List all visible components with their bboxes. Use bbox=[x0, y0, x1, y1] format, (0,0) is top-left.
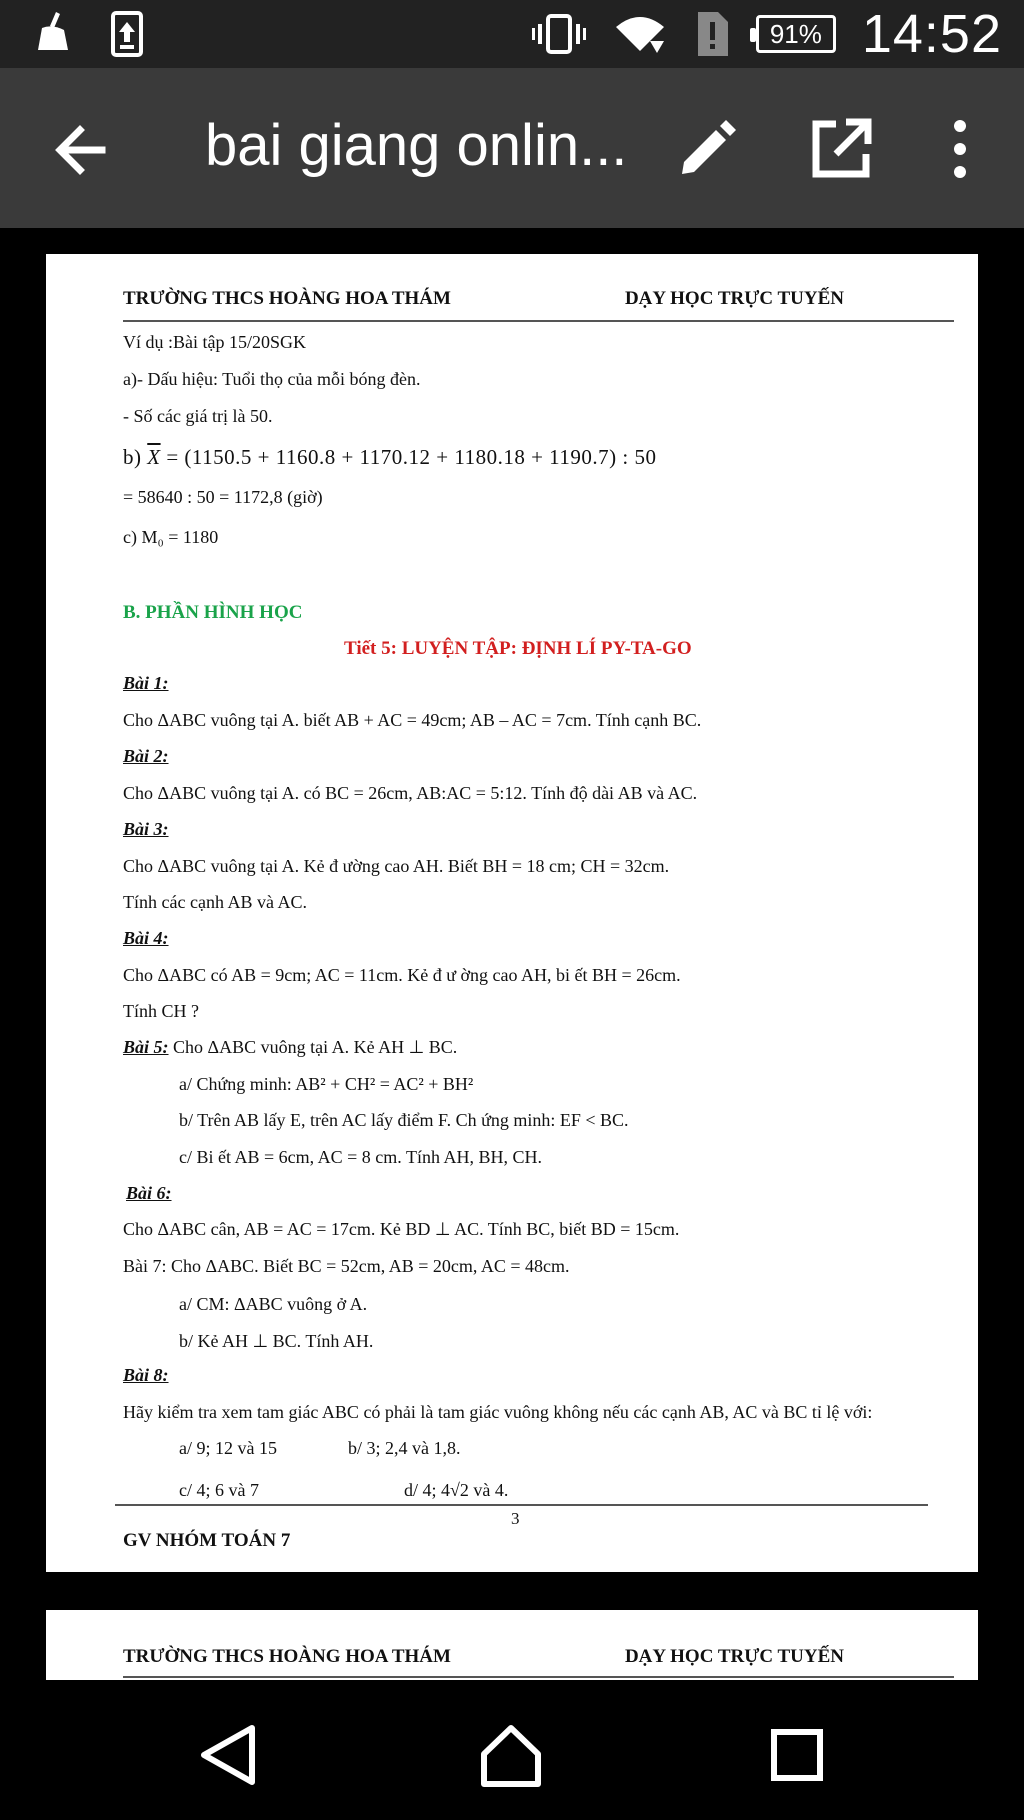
exercise-title: Bài 4: bbox=[123, 928, 169, 948]
page-header bbox=[123, 1646, 954, 1668]
formula-result: = 58640 : 50 = 1172,8 (giờ) bbox=[123, 487, 323, 507]
section-heading: B. PHẦN HÌNH HỌC bbox=[123, 602, 303, 623]
vibrate-icon bbox=[532, 12, 586, 56]
exercise-text: Tính các cạnh AB và AC. bbox=[123, 892, 307, 912]
exercise-title: Bài 6: bbox=[126, 1183, 172, 1203]
exercise-text: Hãy kiểm tra xem tam giác ABC có phải là tam giác vuông không nếu các cạnh AB, AC và BC tỉ lệ với: bbox=[123, 1402, 873, 1422]
wifi-icon bbox=[612, 11, 668, 57]
document-title: bai giang onlin... bbox=[205, 113, 628, 178]
exercise-subpart: a/ CM: ΔABC vuông ở A. bbox=[179, 1294, 368, 1314]
exercise-subpart: a/ 9; 12 và 15 bbox=[179, 1438, 277, 1458]
exercise-subpart: b/ Trên AB lấy E, trên AC lấy điểm F. Ch ứng minh: EF < BC. bbox=[179, 1110, 629, 1130]
status-bar bbox=[0, 0, 1024, 68]
navigation-bar bbox=[0, 1680, 1024, 1820]
exercise-subpart: b/ Kẻ AH ⊥ BC. Tính AH. bbox=[179, 1331, 374, 1351]
broom-icon bbox=[34, 10, 74, 54]
recents-icon[interactable] bbox=[762, 1720, 832, 1790]
exercise-title: Bài 3: bbox=[123, 819, 169, 839]
example-line: Ví dụ :Bài tập 15/20SGK bbox=[123, 332, 306, 352]
exercise-title: Bài 2: bbox=[123, 746, 169, 766]
exercise-text: Cho ΔABC vuông tại A. biết AB + AC = 49cm; AB – AC = 7cm. Tính cạnh BC. bbox=[123, 710, 702, 730]
page-footer: GV NHÓM TOÁN 7 bbox=[123, 1530, 291, 1551]
header-divider bbox=[123, 1676, 954, 1678]
footer-divider bbox=[115, 1504, 928, 1506]
text-line: - Số các giá trị là 50. bbox=[123, 406, 273, 426]
text-line: a)- Dấu hiệu: Tuổi thọ của mỗi bóng đèn. bbox=[123, 369, 421, 389]
header-right: DẠY HỌC TRỰC TUYẾN bbox=[624, 288, 844, 309]
more-vert-icon[interactable] bbox=[940, 118, 980, 180]
battery-indicator: 91% bbox=[756, 15, 836, 53]
mean-symbol: $\overline{X}$ bbox=[147, 445, 161, 469]
exercise-subpart: b/ 3; 2,4 và 1,8. bbox=[348, 1438, 461, 1458]
school-name: TRƯỜNG THCS HOÀNG HOA THÁM bbox=[123, 1646, 451, 1667]
back-arrow-icon[interactable] bbox=[50, 120, 110, 180]
exercise-text: Cho ΔABC vuông tại A. Kẻ đ ường cao AH. Biết BH = 18 cm; CH = 32cm. bbox=[123, 856, 670, 876]
mode-line: c) M₀ = 1180 bbox=[123, 527, 219, 547]
page-header bbox=[123, 288, 954, 310]
edit-pencil-icon[interactable] bbox=[676, 118, 738, 180]
home-icon[interactable] bbox=[476, 1720, 546, 1790]
formula-line bbox=[123, 445, 656, 470]
exercise-text: Cho ΔABC vuông tại A. Kẻ AH ⊥ BC. bbox=[168, 1037, 458, 1057]
upload-icon bbox=[110, 10, 144, 58]
exercise-title: Bài 5: bbox=[123, 1037, 169, 1057]
formula-label: b) bbox=[123, 445, 142, 469]
lesson-title: Tiết 5: LUYỆN TẬP: ĐỊNH LÍ PY-TA-GO bbox=[344, 638, 692, 659]
exercise-title: Bài 8: bbox=[123, 1365, 169, 1385]
app-bar bbox=[0, 68, 1024, 228]
header-right: DẠY HỌC TRỰC TUYẾN bbox=[624, 1646, 844, 1667]
clock: 14:52 bbox=[861, 4, 1002, 64]
back-triangle-icon[interactable] bbox=[194, 1720, 264, 1790]
school-name: TRƯỜNG THCS HOÀNG HOA THÁM bbox=[123, 288, 451, 309]
exercise-text: Bài 7: Cho ΔABC. Biết BC = 52cm, AB = 20cm, AC = 48cm. bbox=[123, 1256, 570, 1276]
exercise-subpart: c/ 4; 6 và 7 bbox=[179, 1480, 259, 1500]
document-page bbox=[46, 254, 978, 1572]
exercise-line bbox=[123, 1037, 457, 1058]
sim-alert-icon bbox=[694, 10, 730, 58]
open-external-icon[interactable] bbox=[810, 118, 872, 180]
exercise-text: Cho ΔABC vuông tại A. có BC = 26cm, AB:AC = 5:12. Tính độ dài AB và AC. bbox=[123, 783, 698, 803]
exercise-title: Bài 1: bbox=[123, 673, 169, 693]
header-divider bbox=[123, 320, 954, 322]
document-page bbox=[46, 1610, 978, 1682]
exercise-text: Cho ΔABC cân, AB = AC = 17cm. Kẻ BD ⊥ AC. Tính BC, biết BD = 15cm. bbox=[123, 1219, 680, 1239]
exercise-subpart: d/ 4; 4√2 và 4. bbox=[404, 1480, 509, 1500]
exercise-text: Cho ΔABC có AB = 9cm; AC = 11cm. Kẻ đ ư ờng cao AH, bi ết BH = 26cm. bbox=[123, 965, 681, 985]
exercise-text: Tính CH ? bbox=[123, 1001, 199, 1021]
page-number: 3 bbox=[511, 1509, 520, 1528]
mean-formula: = (1150.5 + 1160.8 + 1170.12 + 1180.18 + 1190.7) : 50 bbox=[166, 445, 657, 469]
exercise-subpart: c/ Bi ết AB = 6cm, AC = 8 cm. Tính AH, BH, CH. bbox=[179, 1147, 542, 1167]
exercise-subpart: a/ Chứng minh: AB² + CH² = AC² + BH² bbox=[179, 1074, 474, 1094]
